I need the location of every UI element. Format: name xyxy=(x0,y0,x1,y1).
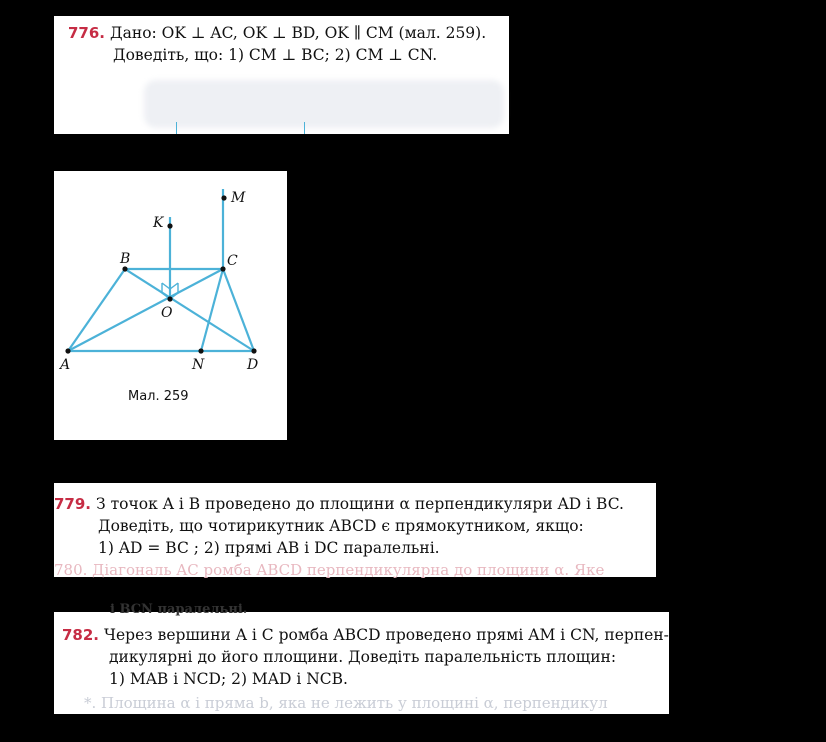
problem-779-card xyxy=(54,483,656,577)
label-K: K xyxy=(153,215,164,231)
label-N: N xyxy=(192,357,205,373)
point-K xyxy=(167,223,172,228)
figure-259 xyxy=(54,171,287,440)
problem-781-faded: і BCN паралельні. xyxy=(110,602,248,617)
problem-782-line2: дикулярні до його площини. Доведіть паралельність площин: xyxy=(109,648,617,666)
problem-number: 779. xyxy=(54,495,92,513)
problem-776-card xyxy=(54,16,509,134)
problem-782-text xyxy=(62,624,669,690)
point-D xyxy=(251,348,256,353)
segment-AB xyxy=(68,269,125,351)
point-B xyxy=(122,266,127,271)
figure-line-fragment xyxy=(176,122,177,134)
problem-779-line3: 1) AD = BC ; 2) прямі AB і DC паралельні. xyxy=(98,539,440,557)
figure-line-fragment xyxy=(304,122,305,134)
blurred-region xyxy=(144,80,504,128)
point-O xyxy=(167,296,172,301)
problem-782-line1: Через вершини A і C ромба ABCD проведено прямі AM і CN, перпен- xyxy=(104,626,669,644)
label-B: B xyxy=(120,251,131,267)
point-C xyxy=(220,266,225,271)
problem-779-text xyxy=(54,493,624,559)
label-D: D xyxy=(247,357,259,373)
label-C: C xyxy=(227,253,238,269)
point-N xyxy=(198,348,203,353)
label-O: O xyxy=(161,305,173,321)
problem-number: 782. xyxy=(62,626,100,644)
problem-776-text xyxy=(68,22,486,66)
segment-CN xyxy=(201,269,223,351)
problem-776-prove: Доведіть, що: 1) CM ⊥ BC; 2) CM ⊥ CN. xyxy=(113,46,438,64)
label-A: A xyxy=(60,357,71,373)
problem-782-line3: 1) MAB і NCD; 2) MAD і NCB. xyxy=(109,670,348,688)
problem-780-faded: 780. Діагональ AC ромба ABCD перпендикулярна до площини α. Яке xyxy=(54,561,605,579)
segment-CD xyxy=(223,269,254,351)
point-M xyxy=(221,195,226,200)
figure-caption: Мал. 259 xyxy=(128,389,189,404)
problem-776-given: Дано: OK ⊥ AC, OK ⊥ BD, OK ∥ CM (мал. 259). xyxy=(110,24,487,42)
problem-782-card xyxy=(54,602,669,714)
label-M: M xyxy=(231,190,246,206)
figure-259-card xyxy=(54,171,287,440)
problem-779-line2: Доведіть, що чотирикутник ABCD є прямокутником, якщо: xyxy=(98,517,584,535)
problem-number: 776. xyxy=(68,24,106,42)
point-A xyxy=(65,348,70,353)
problem-779-line1: З точок A і B проведено до площини α перпендикуляри AD і BC. xyxy=(96,495,624,513)
problem-783-faded: *. Площина α і пряма b, яка не лежить у площині α, перпендикул xyxy=(84,694,608,712)
